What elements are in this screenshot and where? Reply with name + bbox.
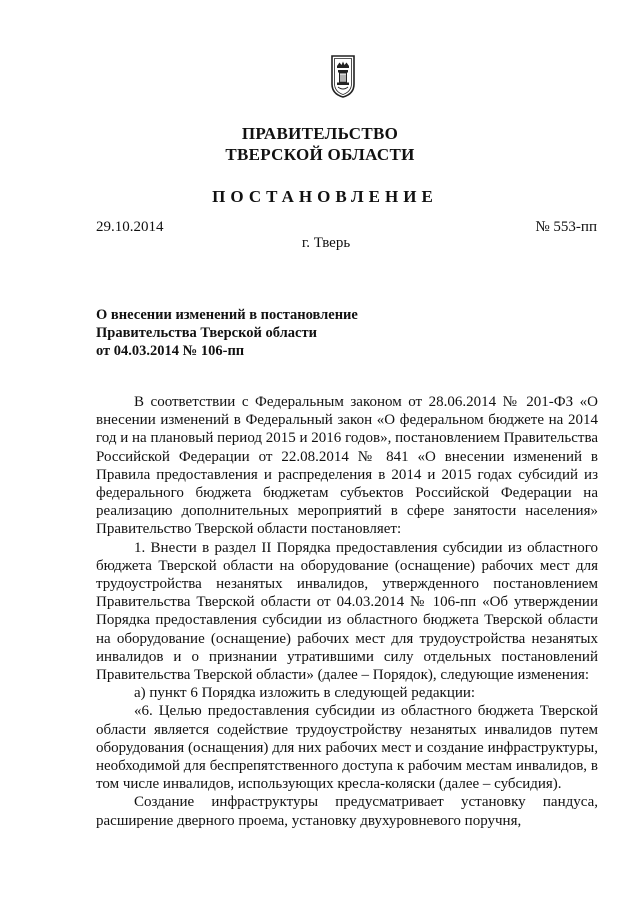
body-paragraph: 1. Внести в раздел II Порядка предоставления субсидии из областного бюджета Тверской области на оборудование (оснащение) рабочих мест для трудоустройства незанятых инвалидов, утвержденного постановлением Правительства Тверской области от 04.03.2014 № 106-пп «Об утверждении Порядка предоставления субсидии из областного бюджета Тверской области на оборудование (оснащение) рабочих мест для трудоустройства незанятых инвалидов и о признании утратившими силу отдельных постановлений Правительства Тверской области» (далее – Порядок), следующие изменения:: [96, 539, 598, 684]
body-paragraph: а) пункт 6 Порядка изложить в следующей редакции:: [134, 685, 476, 702]
document-body: [96, 393, 598, 830]
subject-line: от 04.03.2014 № 106-пп: [96, 343, 245, 359]
body-paragraph: «6. Целью предоставления субсидии из областного бюджета Тверской области является содействие трудоустройству незанятых инвалидов путем оборудования (оснащения) для них рабочих мест и создание инфраструктуры, необходимой для беспрепятственного доступа к рабочим местам инвалидов, в том числе инвалидов, использующих кресла-коляски (далее – субсидия).: [96, 703, 598, 793]
document-city: г. Тверь: [301, 235, 351, 251]
document-date: 29.10.2014: [96, 219, 164, 235]
government-name-line1: ПРАВИТЕЛЬСТВО: [241, 124, 399, 143]
document-subject: [96, 306, 416, 360]
document-type-title: ПОСТАНОВЛЕНИЕ: [212, 187, 438, 206]
body-paragraph: Создание инфраструктуры предусматривает установку пандуса, расширение дверного проема, установку двухуровневого поручня,: [96, 794, 598, 829]
coat-of-arms-icon: [330, 54, 356, 98]
government-name-line2: ТВЕРСКОЙ ОБЛАСТИ: [225, 145, 415, 164]
body-paragraph: В соответствии с Федеральным законом от 28.06.2014 № 201-ФЗ «О внесении изменений в Федеральный закон «О федеральном бюджете на 2014 год и на плановый период 2015 и 2016 годов», постановлением Правительства Российской Федерации от 22.08.2014 № 841 «О внесении изменений в Правила предоставления и распределения в 2014 и 2015 годах субсидий из федерального бюджета бюджетам субъектов Российской Федерации на реализацию дополнительных мероприятий в сфере занятости населения» Правительство Тверской области постановляет:: [96, 394, 598, 538]
subject-line: Правительства Тверской области: [96, 325, 317, 341]
subject-line: О внесении изменений в постановление: [96, 307, 358, 323]
document-number: № 553-пп: [535, 219, 597, 235]
